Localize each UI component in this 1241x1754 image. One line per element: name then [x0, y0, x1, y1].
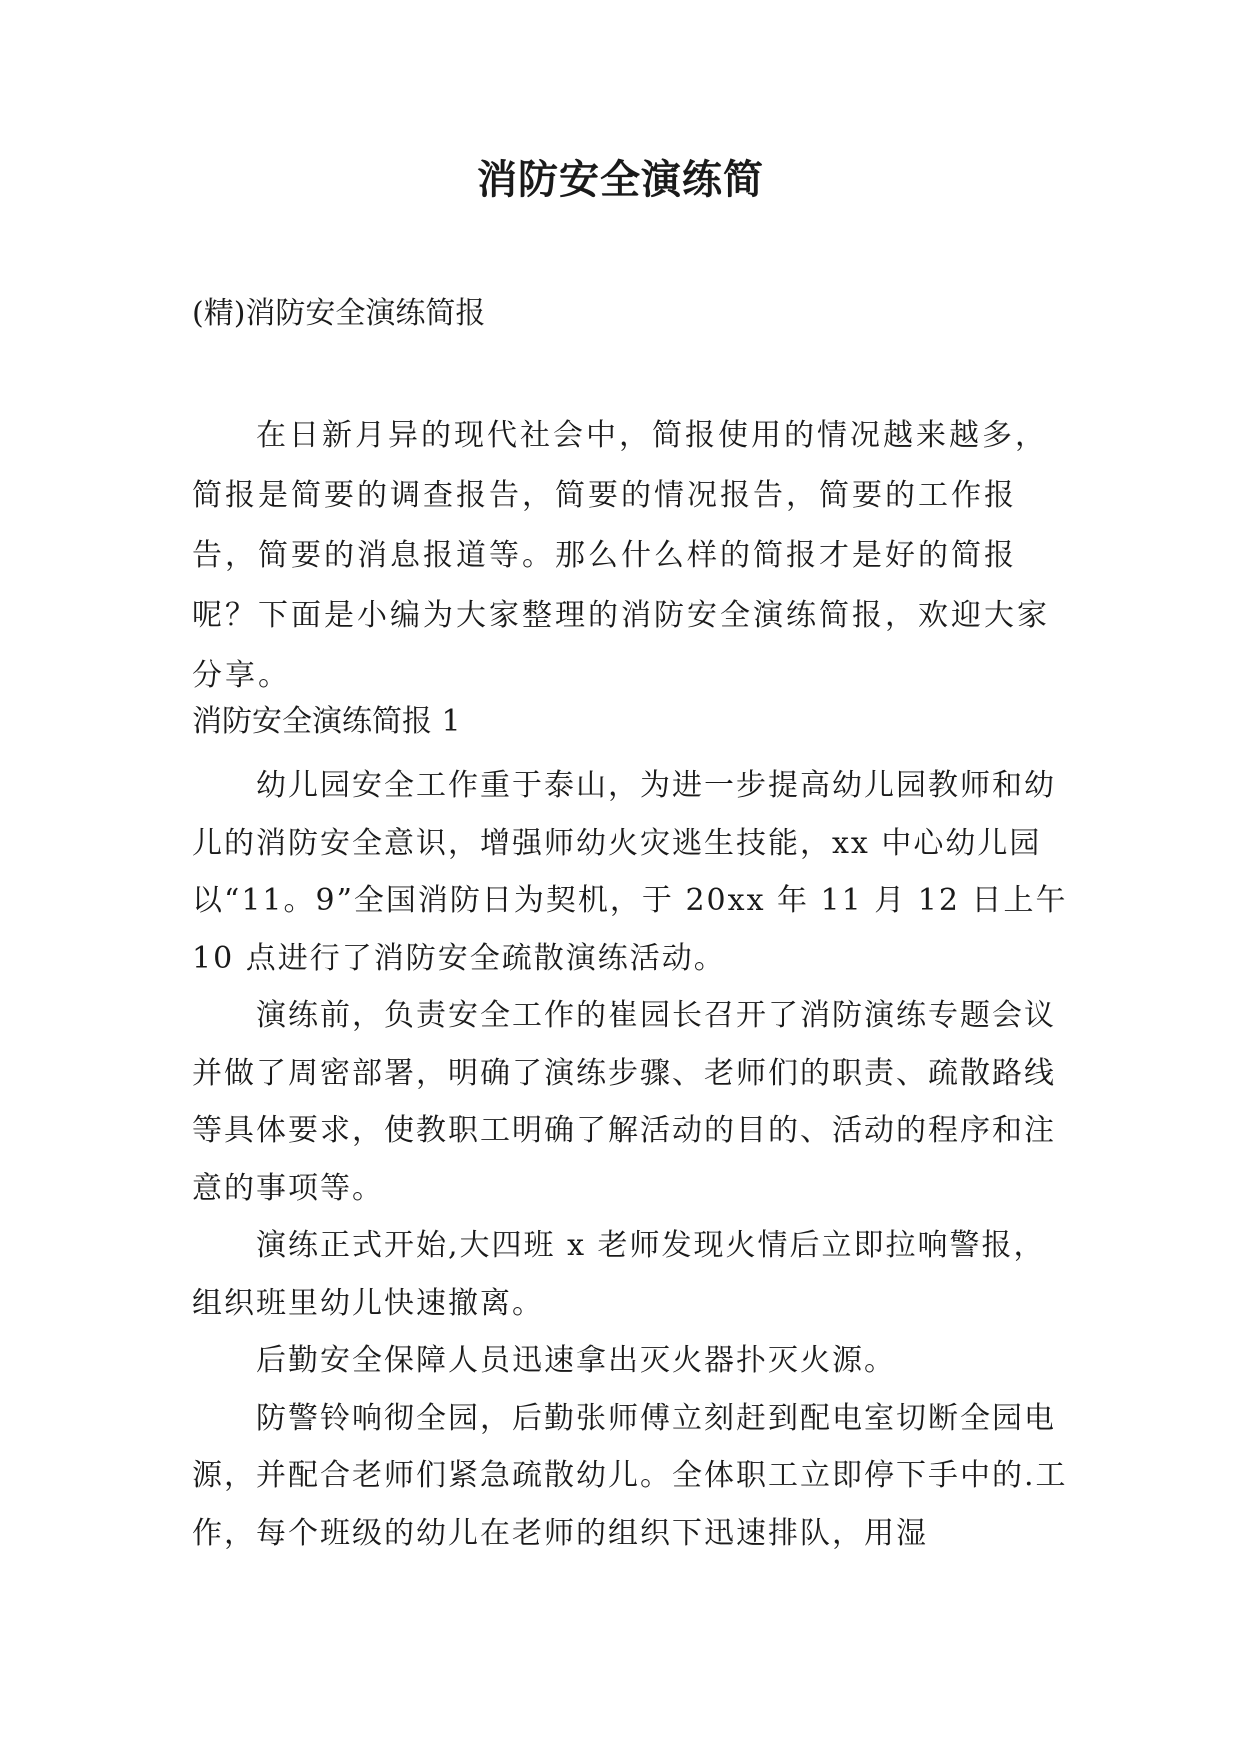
body-paragraph-2: 演练前，负责安全工作的崔园长召开了消防演练专题会议并做了周密部署，明确了演练步骤、老师们的职责、疏散路线等具体要求，使教职工明确了解活动的目的、活动的程序和注意的事项等。: [192, 998, 1056, 1206]
section-heading: 消防安全演练简报 1: [192, 704, 461, 739]
report-section-1: [192, 700, 1070, 1562]
body-paragraph-4: 后勤安全保障人员迅速拿出灭火器扑灭火源。: [256, 1343, 896, 1378]
intro-paragraph: 在日新月异的现代社会中，简报使用的情况越来越多，简报是简要的调查报告，简要的情况报告，简要的工作报告，简要的消息报道等。那么什么样的简报才是好的简报呢？下面是小编为大家整理的消防安全演练简报，欢迎大家分享。: [192, 418, 1050, 693]
document-title: 消防安全演练简: [477, 157, 764, 203]
document-subtitle: (精)消防安全演练简报: [192, 296, 486, 331]
body-paragraph-1: 幼儿园安全工作重于泰山，为进一步提高幼儿园教师和幼儿的消防安全意识，增强师幼火灾逃生技能，xx 中心幼儿园以“11。9”全国消防日为契机，于 20xx 年 11 月 12 日上午 10 点进行了消防安全疏散演练活动。: [192, 768, 1068, 976]
body-paragraph-5: 防警铃响彻全园，后勤张师傅立刻赶到配电室切断全园电源，并配合老师们紧急疏散幼儿。全体职工立即停下手中的.工作，每个班级的幼儿在老师的组织下迅速排队，用湿: [192, 1400, 1068, 1551]
body-paragraph-3: 演练正式开始,大四班 x 老师发现火情后立即拉响警报，组织班里幼儿快速撤离。: [192, 1228, 1046, 1321]
